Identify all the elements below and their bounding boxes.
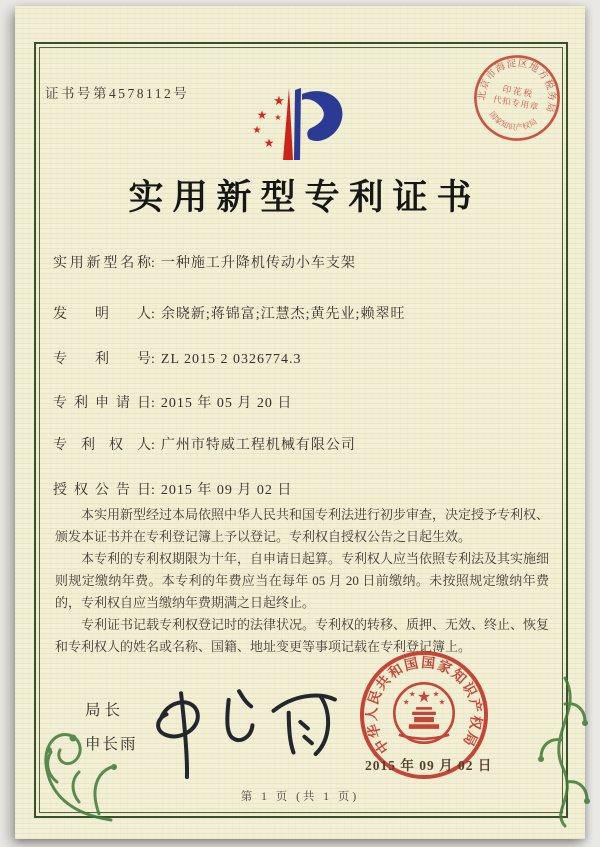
svg-text:★: ★ bbox=[408, 690, 416, 699]
svg-text:★: ★ bbox=[416, 688, 432, 706]
svg-text:★: ★ bbox=[432, 690, 440, 699]
signer-name: 申长雨 bbox=[85, 736, 138, 753]
signer-title: 局长 bbox=[85, 702, 125, 719]
logo-star-icon: ★ bbox=[252, 125, 262, 136]
field-value: 2015 年 05 月 20 日 bbox=[160, 396, 293, 411]
field-label: 发明人 bbox=[53, 307, 151, 322]
certificate-fields bbox=[53, 252, 533, 499]
logo-star-icon: ★ bbox=[273, 93, 285, 108]
field-label: 专利号 bbox=[53, 352, 151, 367]
stamp-ring-bottom-text: 国家知识产权局 bbox=[487, 109, 539, 133]
certificate-body-text bbox=[55, 504, 549, 658]
field-grant-publication-date: 授权公告日: 2015 年 09 月 02 日 bbox=[53, 479, 533, 499]
field-label: 专利申请日 bbox=[53, 396, 151, 411]
cnipa-patent-logo-icon bbox=[249, 86, 349, 164]
seal-date: 2015 年 09 月 02 日 bbox=[365, 758, 493, 773]
body-paragraph: 本专利的专利权期限为十年，自申请日起算。专利权人应当依照专利法及其实施细则规定缴纳年费。本专利的年费应当在每年 05 月 20 日前缴纳。未按照规定缴纳年费的，专利权自应当缴纳年费期满之日起终止。 bbox=[55, 551, 550, 610]
logo-blue-bowl bbox=[302, 91, 342, 141]
floral-ornament-right-icon bbox=[527, 674, 599, 830]
field-label: 专利权人 bbox=[53, 438, 151, 453]
field-value: 一种施工升降机传动小车支架 bbox=[160, 256, 356, 271]
certificate-title: 实用新型专利证书 bbox=[128, 178, 481, 217]
director-signature bbox=[143, 678, 358, 783]
stamp-center-line2: 代扣专用章 bbox=[492, 94, 540, 112]
field-inventors: 发明人: 余晓新;蒋锦富;江慧杰;黄先业;赖翠旺 bbox=[53, 303, 533, 323]
field-utility-model-name: 实用新型名称: 一种施工升降机传动小车支架 bbox=[53, 252, 533, 272]
page-number: 第 1 页 (共 1 页) bbox=[240, 791, 360, 803]
body-paragraph: 专利证书记载专利权登记时的法律状况。专利权的转移、质押、无效、终止、恢复和专利权人的姓名或名称、国籍、地址变更等事项记载在专利登记簿上。 bbox=[55, 617, 550, 654]
field-value: ZL 2015 2 0326774.3 bbox=[160, 352, 302, 367]
stamp-ring-top-text: 北京市海淀区地方税务局 bbox=[476, 57, 558, 115]
field-value: 2015 年 09 月 02 日 bbox=[160, 483, 293, 498]
logo-star-icon: ★ bbox=[263, 136, 275, 150]
field-value: 广州市特威工程机械有限公司 bbox=[160, 438, 356, 453]
certificate-number: 证书号第4578112号 bbox=[45, 86, 190, 101]
logo-star-icon: ★ bbox=[274, 113, 282, 122]
field-application-date: 专利申请日: 2015 年 05 月 20 日 bbox=[53, 392, 533, 412]
field-patent-number: 专利号: ZL 2015 2 0326774.3 bbox=[53, 348, 533, 368]
seal-ring-text: 中华人民共和国国家知识产权局 bbox=[364, 654, 484, 757]
logo-blue-bar bbox=[294, 88, 301, 160]
field-label: 实用新型名称 bbox=[53, 256, 151, 271]
field-label: 授权公告日 bbox=[53, 483, 151, 498]
svg-text:★: ★ bbox=[438, 698, 446, 707]
stamp-center-line1: 印花税 bbox=[501, 83, 535, 100]
field-patentee: 专利权人: 广州市特威工程机械有限公司 bbox=[53, 434, 533, 454]
svg-text:★: ★ bbox=[402, 698, 410, 707]
field-value: 余晓新;蒋锦富;江慧杰;黄先业;赖翠旺 bbox=[160, 307, 406, 322]
stamp-tax-seal bbox=[464, 45, 571, 152]
scanned-certificate-page bbox=[15, 6, 585, 839]
national-emblem-icon bbox=[394, 683, 453, 742]
logo-star-icon: ★ bbox=[256, 108, 268, 122]
body-paragraph: 本实用新型经过本局依照中华人民共和国专利法进行初步审查，决定授予专利权、颁发本证书并在专利登记簿上予以登记。专利权自授权公告之日起生效。 bbox=[55, 507, 550, 544]
